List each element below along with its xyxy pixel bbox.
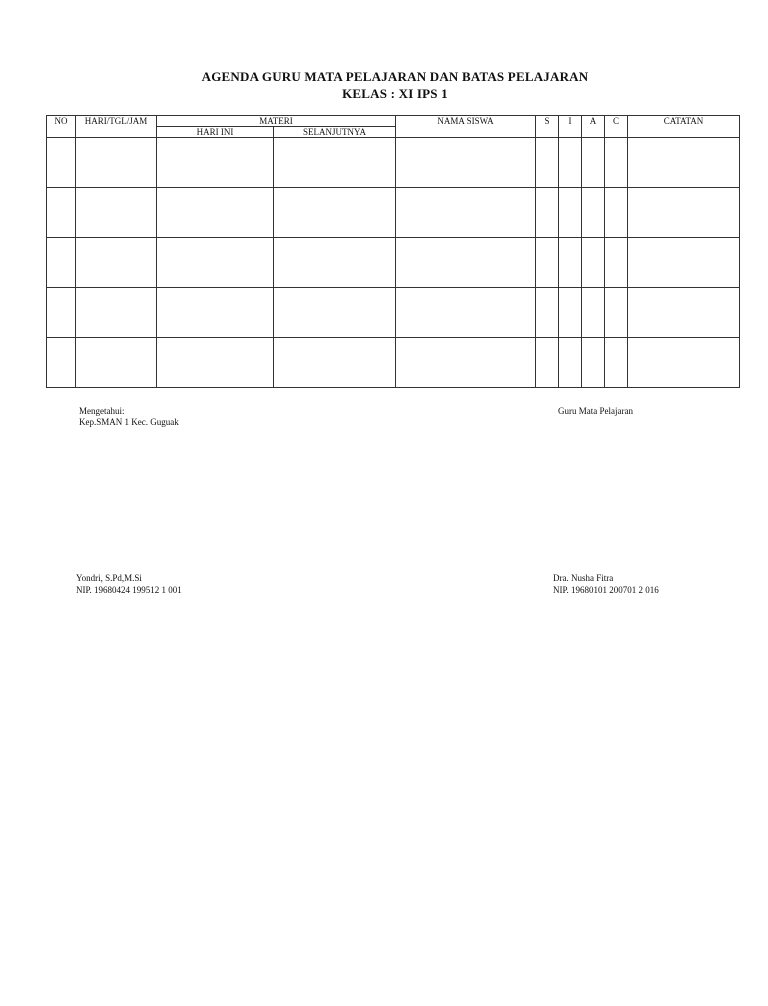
cell-catatan bbox=[628, 238, 740, 288]
cell-catatan bbox=[628, 188, 740, 238]
cell-c bbox=[605, 188, 628, 238]
cell-i bbox=[559, 138, 582, 188]
cell-c bbox=[605, 138, 628, 188]
cell-hari-tgl-jam bbox=[76, 188, 157, 238]
cell-s bbox=[536, 338, 559, 388]
document-title: AGENDA GURU MATA PELAJARAN DAN BATAS PELAJARAN bbox=[201, 69, 589, 84]
cell-c bbox=[605, 238, 628, 288]
cell-selanjutnya bbox=[274, 138, 396, 188]
right-signatory-nip: NIP. 19680101 200701 2 016 bbox=[553, 585, 659, 595]
header-hari-tgl-jam: HARI/TGL/JAM bbox=[76, 116, 157, 138]
cell-i bbox=[559, 238, 582, 288]
cell-a bbox=[582, 188, 605, 238]
cell-hari-tgl-jam bbox=[76, 238, 157, 288]
table-row bbox=[47, 338, 740, 388]
cell-hari-ini bbox=[157, 238, 274, 288]
cell-a bbox=[582, 288, 605, 338]
left-signatory-nip: NIP. 19680424 199512 1 001 bbox=[76, 585, 182, 595]
right-signatory-name: Dra. Nusha Fitra bbox=[553, 573, 614, 583]
cell-catatan bbox=[628, 338, 740, 388]
cell-hari-ini bbox=[157, 338, 274, 388]
cell-s bbox=[536, 288, 559, 338]
cell-s bbox=[536, 238, 559, 288]
agenda-table bbox=[46, 115, 740, 388]
table-row bbox=[47, 238, 740, 288]
cell-selanjutnya bbox=[274, 288, 396, 338]
cell-selanjutnya bbox=[274, 238, 396, 288]
cell-hari-tgl-jam bbox=[76, 288, 157, 338]
table-row bbox=[47, 188, 740, 238]
cell-selanjutnya bbox=[274, 188, 396, 238]
table-row bbox=[47, 138, 740, 188]
document-subtitle-class: KELAS : XI IPS 1 bbox=[342, 86, 448, 101]
cell-hari-ini bbox=[157, 188, 274, 238]
cell-c bbox=[605, 338, 628, 388]
cell-no bbox=[47, 138, 76, 188]
cell-nama-siswa bbox=[396, 238, 536, 288]
cell-s bbox=[536, 138, 559, 188]
header-no: NO bbox=[47, 116, 76, 138]
cell-c bbox=[605, 288, 628, 338]
header-i: I bbox=[559, 116, 582, 138]
cell-a bbox=[582, 338, 605, 388]
header-s: S bbox=[536, 116, 559, 138]
cell-i bbox=[559, 338, 582, 388]
cell-hari-tgl-jam bbox=[76, 338, 157, 388]
cell-no bbox=[47, 288, 76, 338]
cell-no bbox=[47, 188, 76, 238]
left-signatory-name: Yondri, S.Pd,M.Si bbox=[76, 573, 142, 583]
header-catatan: CATATAN bbox=[628, 116, 740, 138]
cell-nama-siswa bbox=[396, 288, 536, 338]
cell-no bbox=[47, 338, 76, 388]
cell-no bbox=[47, 238, 76, 288]
header-c: C bbox=[605, 116, 628, 138]
cell-hari-tgl-jam bbox=[76, 138, 157, 188]
cell-a bbox=[582, 138, 605, 188]
left-signature-label: Mengetahui: bbox=[79, 406, 125, 416]
header-nama-siswa: NAMA SISWA bbox=[396, 116, 536, 138]
cell-nama-siswa bbox=[396, 338, 536, 388]
cell-nama-siswa bbox=[396, 138, 536, 188]
cell-catatan bbox=[628, 288, 740, 338]
cell-a bbox=[582, 238, 605, 288]
header-hari-ini: HARI INI bbox=[157, 127, 274, 138]
left-signature-title: Kep.SMAN 1 Kec. Guguak bbox=[79, 417, 179, 427]
header-selanjutnya: SELANJUTNYA bbox=[274, 127, 396, 138]
cell-s bbox=[536, 188, 559, 238]
cell-i bbox=[559, 288, 582, 338]
cell-nama-siswa bbox=[396, 188, 536, 238]
cell-hari-ini bbox=[157, 138, 274, 188]
table-row bbox=[47, 288, 740, 338]
header-a: A bbox=[582, 116, 605, 138]
cell-selanjutnya bbox=[274, 338, 396, 388]
cell-catatan bbox=[628, 138, 740, 188]
cell-i bbox=[559, 188, 582, 238]
header-materi: MATERI bbox=[157, 116, 396, 127]
right-signature-title: Guru Mata Pelajaran bbox=[558, 406, 633, 416]
cell-hari-ini bbox=[157, 288, 274, 338]
